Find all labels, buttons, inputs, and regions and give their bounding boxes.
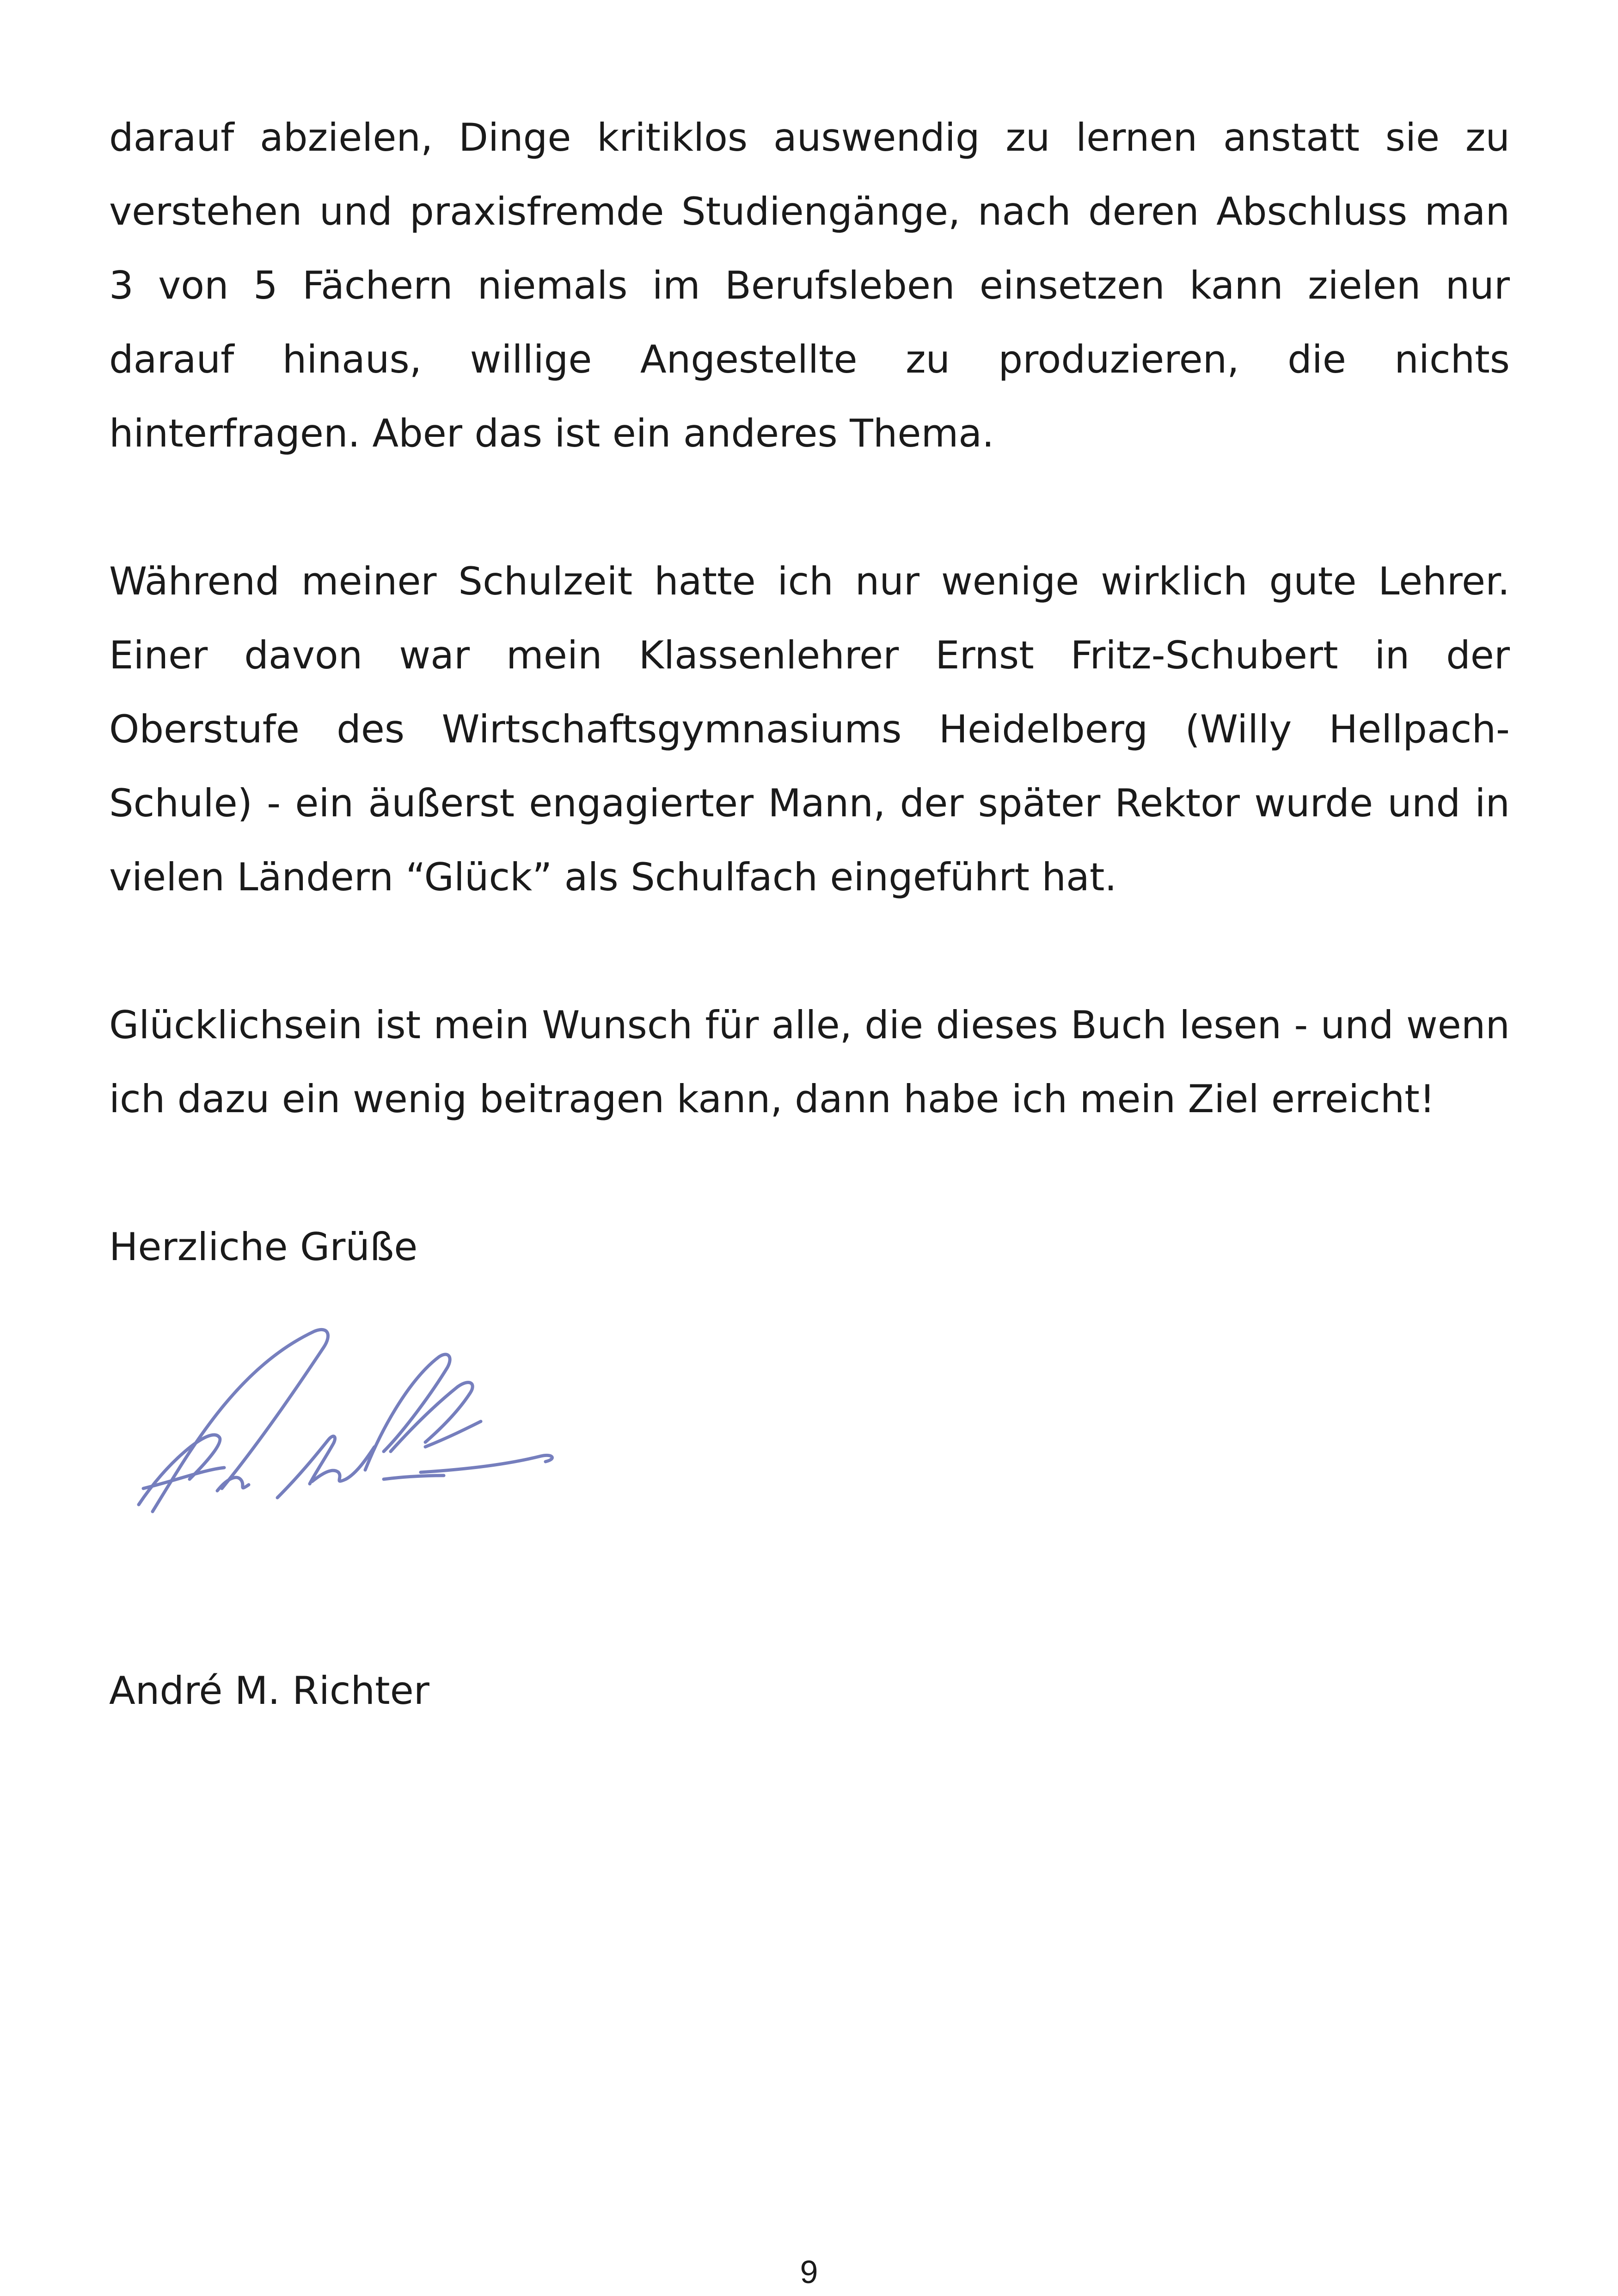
paragraph-1: darauf abzielen, Dinge kritiklos auswendig zu lernen anstatt sie zu verstehen und praxisfremde Studiengänge, nach deren Abschluss man 3 von 5 Fächern niemals im Berufsleben einsetzen kann zielen nur darauf hinaus, willige Angestellte zu produzieren, die nichts hinterfragen. Aber das ist ein anderes Thema. xyxy=(109,115,1510,456)
closing-greeting: Herzliche Grüße xyxy=(109,1225,418,1269)
author-name: André M. Richter xyxy=(109,1668,429,1713)
paragraph-2: Während meiner Schulzeit hatte ich nur wenige wirklich gute Lehrer. Einer davon war mein Klassenlehrer Ernst Fritz-Schubert in der Oberstufe des Wirtschaftsgymnasiums Heidelberg (Willy Hellpach-Schule) - ein äußerst engagierter Mann, der später Rektor wurde und in vielen Ländern “Glück” als Schulfach eingeführt hat. xyxy=(109,559,1510,900)
page-number: 9 xyxy=(800,2254,818,2290)
signature-icon xyxy=(125,1313,578,1525)
paragraph-3: Glücklichsein ist mein Wunsch für alle, die dieses Buch lesen - und wenn ich dazu ein wenig beitragen kann, dann habe ich mein Ziel erreicht! xyxy=(109,1003,1510,1121)
